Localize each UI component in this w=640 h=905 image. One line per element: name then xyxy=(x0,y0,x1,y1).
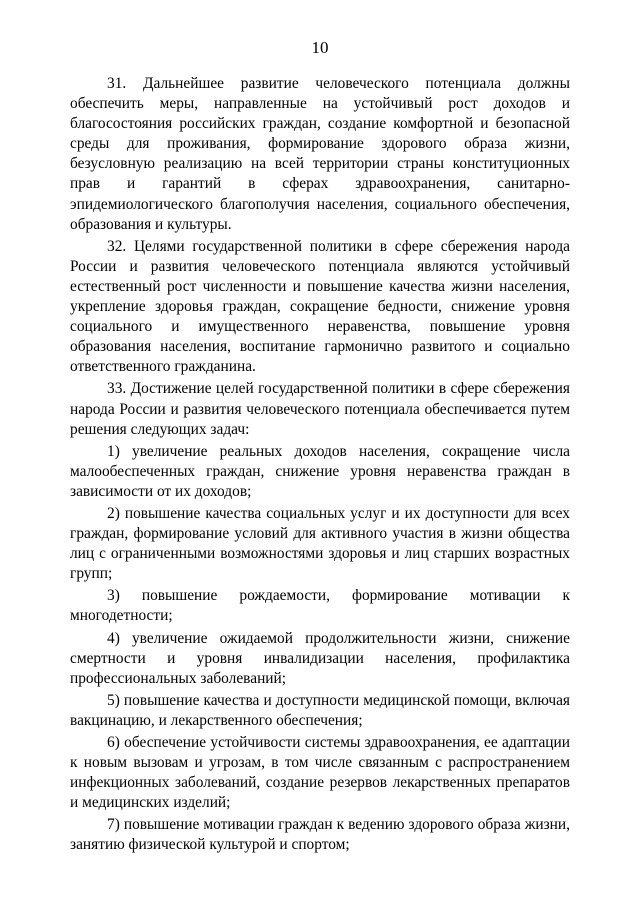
document-body xyxy=(70,74,570,858)
task-item-5: 5) повышение качества и доступности медицинской помощи, включая вакцинацию, и лекарственного обеспечения; xyxy=(70,691,570,729)
task-item-6: 6) обеспечение устойчивости системы здравоохранения, ее адаптации к новым вызовам и угрозам, в том числе связанным с распространением инфекционных заболеваний, создание резервов лекарственных препаратов и медицинских изделий; xyxy=(70,734,570,812)
paragraph-33: 33. Достижение целей государственной политики в сфере сбережения народа России и развития человеческого потенциала обеспечивается путем решения следующих задач: xyxy=(70,380,570,438)
task-item-1: 1) увеличение реальных доходов населения, сокращение числа малообеспеченных граждан, снижение уровня неравенства граждан в зависимости от их доходов; xyxy=(70,442,570,500)
task-item-4: 4) увеличение ожидаемой продолжительности жизни, снижение смертности и уровня инвалидизации населения, профилактика профессиональных заболеваний; xyxy=(70,629,570,687)
paragraph-31: 31. Дальнейшее развитие человеческого потенциала должны обеспечить меры, направленные на устойчивый рост доходов и благосостояния российских граждан, создание комфортной и безопасной среды для проживания, формирование здорового образа жизни, безусловную реализацию на всей территории страны конституционных прав и гарантий в сферах здравоохранения, санитарно-эпидемиологического благополучия населения, социального обеспечения, образования и культуры. xyxy=(70,75,570,233)
task-item-7: 7) повышение мотивации граждан к ведению здорового образа жизни, занятию физической культурой и спортом; xyxy=(70,816,570,854)
task-item-3: 3) повышение рождаемости, формирование мотивации к многодетности; xyxy=(70,587,570,625)
page-number: 10 xyxy=(311,38,329,57)
paragraph-32: 32. Целями государственной политики в сфере сбережения народа России и развития человеческого потенциала являются устойчивый естественный рост численности и повышение качества жизни населения, укрепление здоровья граждан, сокращение бедности, снижение уровня социального и имущественного неравенства, повышение уровня образования населения, воспитание гармонично развитого и социально ответственного гражданина. xyxy=(70,237,570,376)
task-item-2: 2) повышение качества социальных услуг и их доступности для всех граждан, формирование условий для активного участия в жизни общества лиц с ограниченными возможностями здоровья и лиц старших возрастных групп; xyxy=(70,504,570,583)
